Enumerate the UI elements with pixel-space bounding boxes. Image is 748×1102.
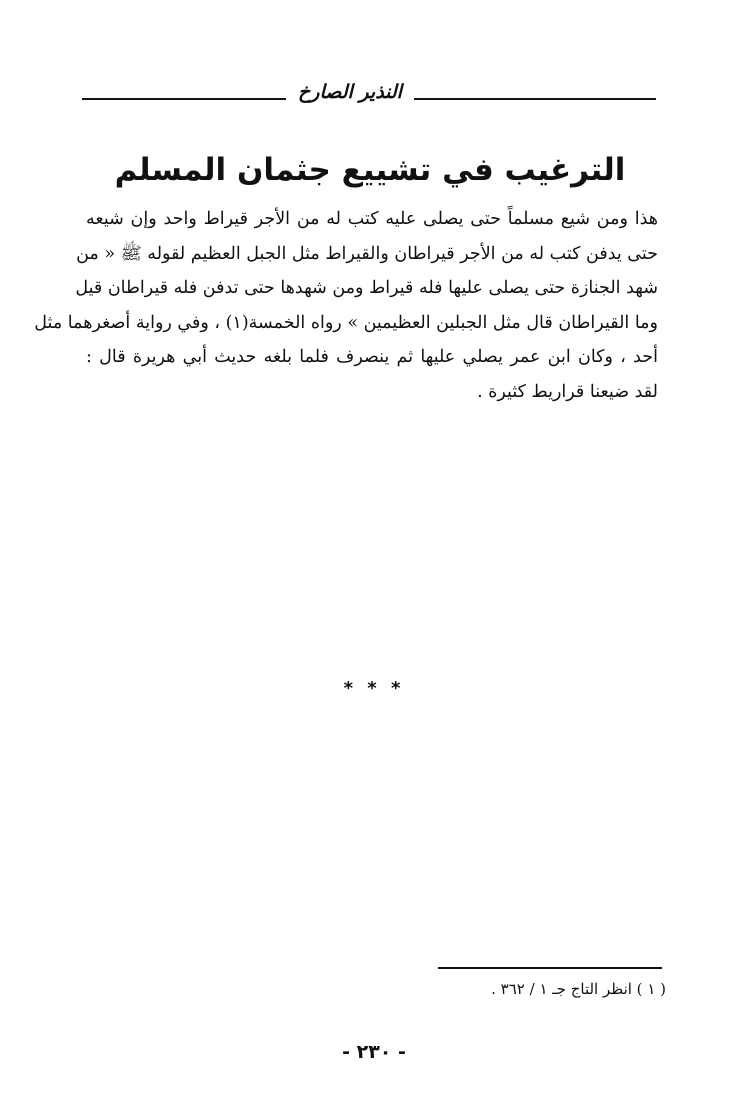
body-line: شهد الجنازة حتى يصلى عليها فله قيراط ومن شهدها حتى تدفن فله قيراطان قيل bbox=[75, 278, 658, 298]
section-separator: * * * bbox=[343, 678, 405, 699]
footnote: ( ١ ) انظر التاج جـ ١ / ٣٦٢ . bbox=[491, 980, 666, 998]
body-line: أحد ، وكان ابن عمر يصلي عليها ثم ينصرف فلما بلغه حديث أبي هريرة قال : bbox=[86, 347, 658, 367]
page-number: - ٢٣٠ - bbox=[342, 1041, 406, 1063]
body-line: حتى يدفن كتب له من الأجر قيراطان والقيراط مثل الجبل العظيم لقوله ﷺ « من bbox=[76, 243, 658, 264]
body-line: وما القيراطان قال مثل الجبلين العظيمين » رواه الخمسة(١) ، وفي رواية أصغرهما مثل bbox=[34, 312, 658, 333]
body-line: لقد ضيعنا قراريط كثيرة . bbox=[477, 381, 658, 402]
chapter-title: الترغيب في تشييع جثمان المسلم bbox=[114, 152, 626, 188]
running-header bbox=[82, 78, 656, 108]
footnote-rule bbox=[438, 967, 662, 969]
body-line: هذا ومن شيع مسلماً حتى يصلى عليه كتب له من الأجر قيراط واحد وإن شيعه bbox=[86, 209, 658, 229]
running-title: النذير الصارخ bbox=[298, 81, 402, 103]
header-rule-right bbox=[414, 98, 656, 100]
header-rule-left bbox=[82, 98, 286, 100]
body-paragraph bbox=[34, 202, 658, 409]
